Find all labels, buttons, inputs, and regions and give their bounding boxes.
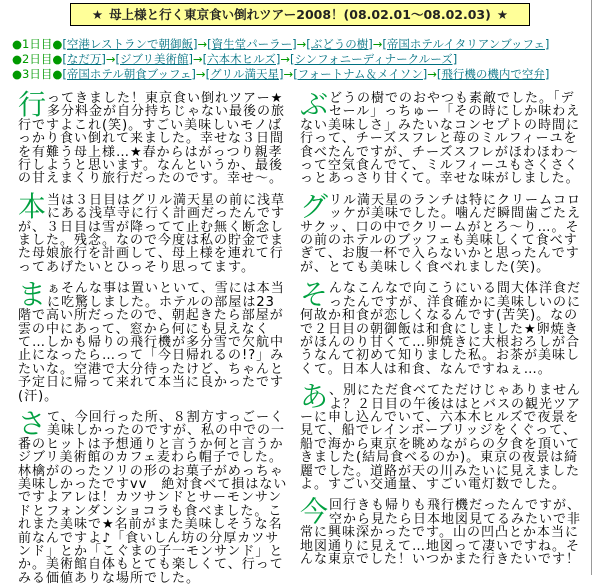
drop-cap: 行 [18, 88, 47, 121]
paragraph-text: 回行きも帰りも飛行機だったんですが、空から見たら日本地図見てるみたいで非常に興味深かったです。山の凹凸とか本当に地図通りに見えて…地図って凄いですね。そんな東京でした！いつかまた行きたいです！ [300, 498, 582, 567]
stop-link[interactable]: [ジブリ美術館] [115, 52, 194, 66]
arrow-separator: → [280, 52, 290, 66]
paragraph-text: 当は３日目はグリル満天星の前に浅草にある浅草寺に行く計画だったんですが、３日目は雪が降ってて止む無く断念しました。残念。なので今度は私の貯金でまた母娘旅行を計画して、母上様を連れて行ってあげたいとひっそり思ってます。 [18, 192, 286, 275]
day-label: ●1日目● [12, 37, 63, 51]
entry-paragraph [300, 88, 587, 187]
frame-border [591, 0, 592, 575]
entry-paragraph [300, 189, 587, 275]
right-column [300, 88, 587, 575]
stop-link[interactable]: [帝国ホテル朝食ブッフェ] [62, 67, 196, 81]
drop-cap: ぶ [300, 88, 329, 121]
stop-link[interactable]: [ぶどうの樹] [306, 37, 373, 51]
arrow-separator: → [427, 67, 437, 81]
entry-paragraph [300, 495, 587, 567]
arrow-separator: → [195, 67, 206, 81]
itinerary-day-2 [12, 52, 590, 67]
paragraph-text: 、別にただ食べてただけじゃありませんよ？２日目の午後ははとバスの観光ツアーに申し込んでいて、六本木ヒルズで夜景を見て、船でレインボーブリッジをくぐって、船で海から東京を眺めながらの夕食を頂いてきました(結局食べるのか)。東京の夜景は綺麗でした。道路が天の川みたいに見えましたよ。すごい交通量、すごい電灯数でした。 [300, 383, 582, 492]
paragraph-text: どうの樹でのおやつも素敵でした。「デセール」っちゅー「その時にしか味わえない美味しさ」みたいなコンセプトの時間に行って、チーズスフレと苺のミルフィーユを食べたんですが、チーズスフレがほわほわ～って空気食んでて、ミルフィーユもさくさくっとあっさり甘くて。幸せな味がしました。 [300, 91, 581, 187]
arrow-separator: → [283, 67, 294, 81]
stop-link[interactable]: [グリル満天星] [205, 67, 284, 81]
entry-paragraph [18, 278, 288, 404]
stop-link[interactable]: [六本木ヒルズ] [202, 52, 281, 66]
itinerary-day-3 [12, 67, 590, 82]
arrow-separator: → [296, 37, 307, 51]
drop-cap: さ [18, 406, 47, 440]
stop-link[interactable]: [帝国ホテルイタリアンブッフェ] [382, 37, 550, 51]
page-title: 母上様と行く東京食い倒れツアー2008！(08.02.01〜08.02.03) [109, 7, 491, 22]
entry-paragraph [300, 380, 587, 492]
drop-cap: あ [300, 380, 329, 414]
itinerary [12, 37, 590, 82]
drop-cap: 本 [18, 189, 47, 223]
paragraph-text: て、今回行った所、８割方すっごーく美味しかったのですが、私の中での一番のヒットは予想通りと言うか何と言うかジブリ美術館のカフェ麦わら帽子でした。林檎がのったソリの形のお菓子がめっちゃ美味しかったですvv 絶対食べて損はないですよアレは！カツサンドとサーモンサンドとフォンダンショコラも食べました。これまた美味で★名前がまた美味しそうな名前なんですよ♪「食いしん坊の分厚カツサンド」とか「こぐまの子一モンサンド」とか。美術館自体もとても楽しくて、行ってみる価値ありな場所でした。 [18, 409, 288, 586]
paragraph-text: ぁそんな事は置いといて、雪には本当に吃驚しました。ホテルの部屋は23階で高い所だったので、朝起きたら部屋が雲の中にあって、窓から何にも見えなくて…しかも帰りの飛行機が多分雪で欠航中止になったら…って「今日帰れるの!?」みたいな。空港で大分待ったけど、ちゃんと予定日に帰って来れて本当に良かったです(汗)。 [18, 281, 285, 404]
entry-paragraph [18, 406, 288, 586]
drop-cap: グ [300, 189, 329, 223]
star-right-icon: ★ [496, 7, 509, 22]
arrow-separator: → [197, 37, 208, 51]
arrow-separator: → [193, 52, 203, 66]
arrow-separator: → [372, 37, 383, 51]
stop-link[interactable]: [空港レストランで朝御飯] [62, 37, 198, 51]
paragraph-text: ってきました！東京食い倒れツアー★多分料金が自分持ちじゃない最後の旅行ですよこれ(笑)。すごい美味しいモノばっかり食い倒れて来ました。幸せな３日間を有難う母上様…★春からはがっつり親孝行しようと思います。なんというか、最後の甘えまくり旅行だったのです。幸せ～。 [18, 91, 286, 187]
day-label: ●2日目● [12, 52, 63, 66]
stop-link[interactable]: [資生堂パーラー] [207, 37, 297, 51]
drop-cap: ま [18, 278, 47, 312]
entry-paragraph [18, 189, 288, 275]
entry-paragraph [300, 278, 587, 377]
stop-link[interactable]: [シンフォニーディナークルーズ] [289, 52, 458, 66]
stop-link[interactable]: [フォートナム＆メイソン] [293, 67, 428, 81]
drop-cap: 今 [300, 495, 329, 529]
title-bar [70, 3, 530, 26]
itinerary-day-1 [12, 37, 590, 52]
paragraph-text: んなこんなで向こうにいる間大体洋食だったんですが、洋食確かに美味しいのに何故か和食が恋しくなるんです(苦笑)。なので２日目の朝御飯は和食にしました★卵焼きがほんのり甘くて…卵焼きに大根おろしが合うなんて初めて知りました私。お茶が美味しくて。日本人は和食、なんですねぇ…。 [300, 281, 582, 377]
drop-cap: そ [300, 278, 329, 312]
star-left-icon: ★ [91, 7, 104, 22]
stop-link[interactable]: [飛行機の機内で空弁] [436, 67, 550, 81]
paragraph-text: リル満天星のランチは特にクリームコロッケが美味でした。噛んだ瞬間歯ごたえサクッ、口の中でクリームがとろ～り…。その前のホテルのブッフェも美味しくて食べすぎて、お腹一杯で入らないかと思ったんですが、とても美味しく食べれました(笑)。 [300, 192, 582, 275]
day-label: ●3日目● [12, 67, 63, 81]
arrow-separator: → [105, 52, 116, 66]
entry-paragraph [18, 88, 288, 187]
stop-link[interactable]: [なだ万] [62, 52, 106, 66]
left-column [18, 88, 288, 586]
